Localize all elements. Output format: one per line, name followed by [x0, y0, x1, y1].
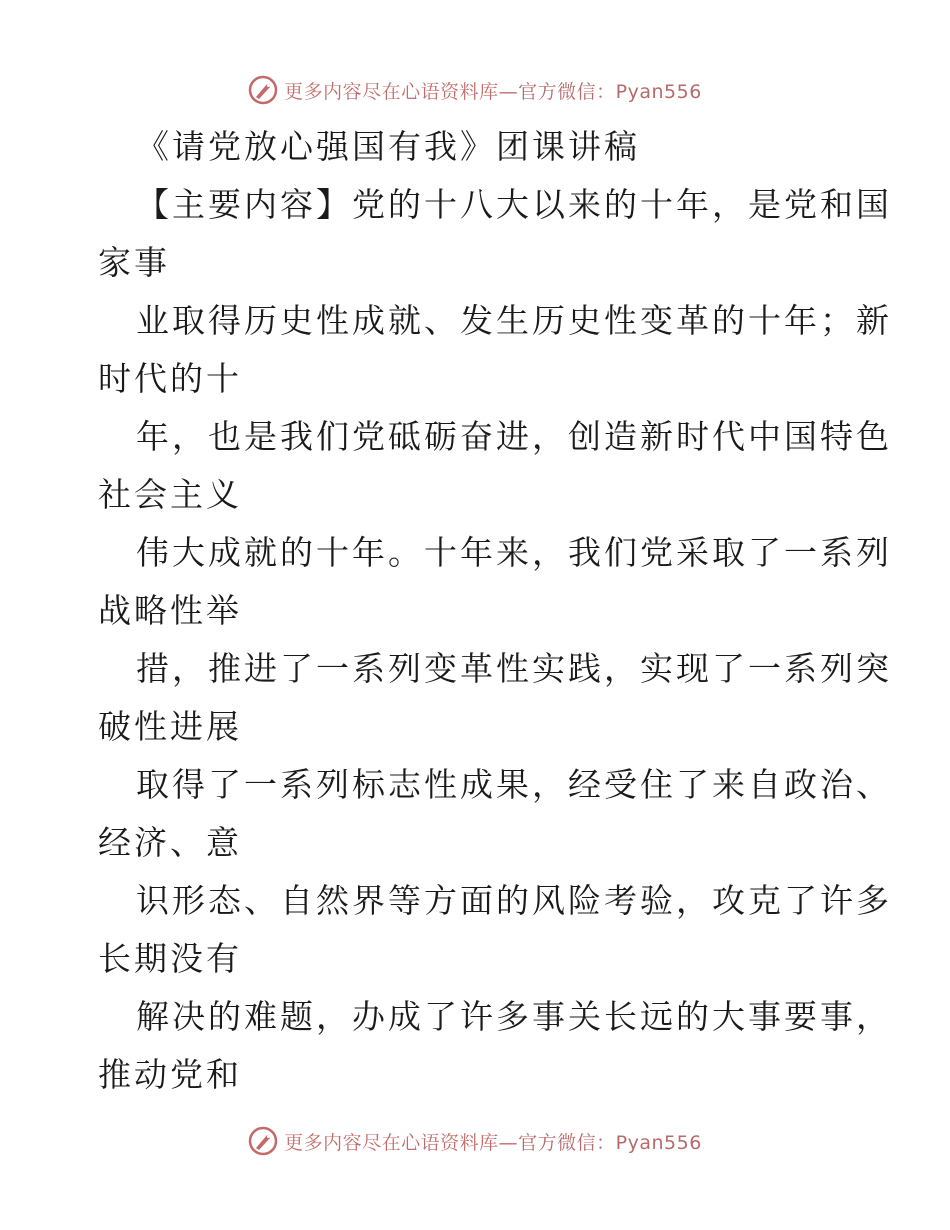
banner-title: 更多内容尽在心语资料库	[284, 1131, 499, 1154]
banner-dash: —	[498, 1131, 519, 1154]
text-line: 战略性举	[98, 591, 242, 630]
document-title: 《请党放心强国有我》团课讲稿	[136, 127, 640, 166]
pen-logo-icon	[248, 75, 278, 105]
banner-dash: —	[498, 80, 519, 103]
banner-text	[284, 1128, 702, 1155]
header-banner	[0, 70, 950, 110]
pen-logo-icon	[248, 1126, 278, 1156]
text-line: 伟大成就的十年。十年来，我们党采取了一系列	[136, 533, 892, 572]
text-line: 长期没有	[98, 939, 242, 978]
text-line: 经济、意	[98, 823, 242, 862]
text-line: 措，推进了一系列变革性实践，实现了一系列突	[136, 649, 892, 688]
text-line: 【主要内容】党的十八大以来的十年，是党和国	[136, 185, 892, 224]
banner-contact: 官方微信：Pyan556	[518, 1131, 702, 1154]
text-line: 业取得历史性成就、发生历史性变革的十年；新	[136, 301, 892, 340]
banner-text	[284, 77, 702, 104]
text-line: 推动党和	[98, 1055, 242, 1094]
text-line: 解决的难题，办成了许多事关长远的大事要事，	[136, 997, 892, 1036]
text-line: 社会主义	[98, 475, 242, 514]
banner-title: 更多内容尽在心语资料库	[284, 80, 499, 103]
document-body	[98, 118, 892, 1104]
text-line: 取得了一系列标志性成果，经受住了来自政治、	[136, 765, 892, 804]
text-line: 破性进展	[98, 707, 242, 746]
footer-banner	[0, 1121, 950, 1161]
text-line: 时代的十	[98, 359, 242, 398]
text-line: 年，也是我们党砥砺奋进，创造新时代中国特色	[136, 417, 892, 456]
banner-contact: 官方微信：Pyan556	[518, 80, 702, 103]
text-line: 家事	[98, 243, 170, 282]
text-line: 识形态、自然界等方面的风险考验，攻克了许多	[136, 881, 892, 920]
